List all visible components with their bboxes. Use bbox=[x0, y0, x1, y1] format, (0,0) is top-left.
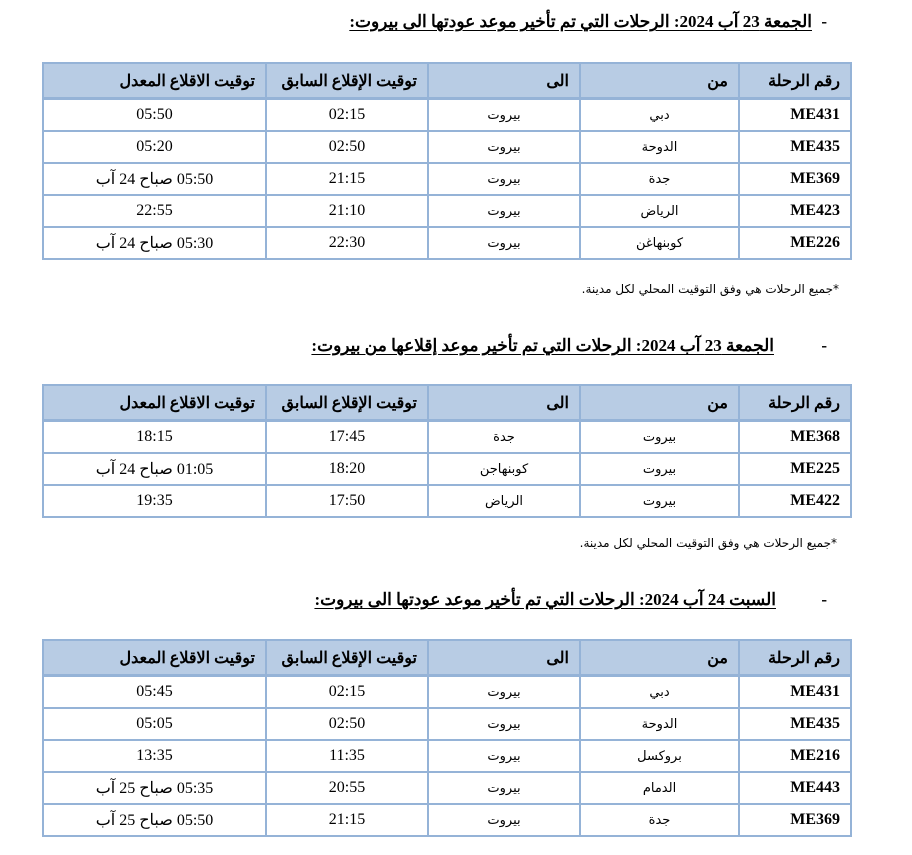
new-departure-cell: 22:55 bbox=[43, 195, 266, 227]
previous-departure-cell: 21:10 bbox=[266, 195, 428, 227]
origin-cell bbox=[580, 195, 739, 227]
previous-departure-cell: 02:15 bbox=[266, 676, 428, 709]
destination-cell bbox=[428, 708, 580, 740]
table-row bbox=[43, 227, 851, 259]
destination-cell-text: بيروت bbox=[487, 685, 521, 700]
new-departure-cell: 05:35 صباح 25 آب bbox=[43, 772, 266, 804]
col-to: الى bbox=[428, 385, 580, 421]
flight-number-cell: ME435 bbox=[739, 708, 851, 740]
destination-cell bbox=[428, 99, 580, 132]
destination-cell bbox=[428, 804, 580, 836]
previous-departure-cell: 18:20 bbox=[266, 453, 428, 485]
destination-cell-text: بيروت bbox=[487, 781, 521, 796]
destination-cell-text: جدة bbox=[493, 430, 515, 445]
table-row bbox=[43, 131, 851, 163]
destination-cell bbox=[428, 163, 580, 195]
col-flight-number: رقم الرحلة bbox=[739, 63, 851, 99]
new-departure-cell: 13:35 bbox=[43, 740, 266, 772]
bullet-dash: - bbox=[821, 590, 827, 609]
new-departure-cell: 05:45 bbox=[43, 676, 266, 709]
destination-cell bbox=[428, 772, 580, 804]
origin-cell-text: بيروت bbox=[642, 430, 677, 445]
origin-cell-text: الدوحة bbox=[641, 140, 678, 155]
new-departure-cell: 18:15 bbox=[43, 421, 266, 454]
new-departure-cell: 05:50 صباح 25 آب bbox=[43, 804, 266, 836]
destination-cell-text: بيروت bbox=[487, 204, 521, 219]
previous-departure-cell: 17:45 bbox=[266, 421, 428, 454]
section-heading: الجمعة 23 آب 2024: الرحلات التي تم تأخير موعد إقلاعها من بيروت: bbox=[311, 336, 774, 355]
col-new-departure: توقيت الاقلاع المعدل bbox=[43, 385, 266, 421]
col-previous-departure: توقيت الإقلاع السابق bbox=[266, 63, 428, 99]
col-from: من bbox=[580, 385, 739, 421]
destination-cell-text: بيروت bbox=[487, 140, 521, 155]
origin-cell bbox=[580, 227, 739, 259]
new-departure-cell: 05:50 bbox=[43, 99, 266, 132]
table-row bbox=[43, 163, 851, 195]
origin-cell bbox=[580, 676, 739, 709]
section-heading: السبت 24 آب 2024: الرحلات التي تم تأخير موعد عودتها الى بيروت: bbox=[314, 590, 776, 609]
col-to: الى bbox=[428, 640, 580, 676]
previous-departure-cell: 20:55 bbox=[266, 772, 428, 804]
destination-cell-text: بيروت bbox=[487, 749, 521, 764]
origin-cell-text: جدة bbox=[648, 172, 671, 187]
destination-cell-text: بيروت bbox=[487, 813, 521, 828]
flight-number-cell: ME368 bbox=[739, 421, 851, 454]
flight-number-cell: ME423 bbox=[739, 195, 851, 227]
destination-cell bbox=[428, 453, 580, 485]
table-row bbox=[43, 195, 851, 227]
origin-cell-text: الدمام bbox=[642, 781, 677, 796]
flights-table bbox=[42, 62, 852, 260]
col-to: الى bbox=[428, 63, 580, 99]
table-row bbox=[43, 708, 851, 740]
col-flight-number: رقم الرحلة bbox=[739, 640, 851, 676]
flight-number-cell: ME225 bbox=[739, 453, 851, 485]
flight-number-cell: ME369 bbox=[739, 804, 851, 836]
col-previous-departure: توقيت الإقلاع السابق bbox=[266, 385, 428, 421]
destination-cell bbox=[428, 676, 580, 709]
origin-cell bbox=[580, 163, 739, 195]
previous-departure-cell: 17:50 bbox=[266, 485, 428, 517]
destination-cell bbox=[428, 131, 580, 163]
origin-cell bbox=[580, 421, 739, 454]
previous-departure-cell: 21:15 bbox=[266, 804, 428, 836]
flights-table bbox=[42, 384, 852, 518]
col-previous-departure: توقيت الإقلاع السابق bbox=[266, 640, 428, 676]
bullet-dash: - bbox=[821, 12, 827, 31]
previous-departure-cell: 22:30 bbox=[266, 227, 428, 259]
table-row bbox=[43, 804, 851, 836]
flight-number-cell: ME226 bbox=[739, 227, 851, 259]
destination-cell bbox=[428, 740, 580, 772]
table-row bbox=[43, 99, 851, 132]
new-departure-cell: 01:05 صباح 24 آب bbox=[43, 453, 266, 485]
destination-cell bbox=[428, 421, 580, 454]
previous-departure-cell: 02:15 bbox=[266, 99, 428, 132]
origin-cell bbox=[580, 485, 739, 517]
bullet-dash: - bbox=[821, 336, 827, 355]
destination-cell-text: بيروت bbox=[487, 172, 521, 187]
new-departure-cell: 19:35 bbox=[43, 485, 266, 517]
table-header-row bbox=[43, 640, 851, 676]
origin-cell bbox=[580, 99, 739, 132]
origin-cell-text: بروكسل bbox=[637, 749, 682, 764]
col-from: من bbox=[580, 640, 739, 676]
col-flight-number: رقم الرحلة bbox=[739, 385, 851, 421]
table-header-row bbox=[43, 63, 851, 99]
origin-cell-text: جدة bbox=[648, 813, 671, 828]
table-row bbox=[43, 676, 851, 709]
flight-number-cell: ME216 bbox=[739, 740, 851, 772]
origin-cell-text: دبي bbox=[649, 685, 670, 700]
previous-departure-cell: 11:35 bbox=[266, 740, 428, 772]
flight-number-cell: ME369 bbox=[739, 163, 851, 195]
table-row bbox=[43, 453, 851, 485]
col-new-departure: توقيت الاقلاع المعدل bbox=[43, 640, 266, 676]
origin-cell bbox=[580, 453, 739, 485]
destination-cell-text: بيروت bbox=[487, 717, 521, 732]
origin-cell bbox=[580, 708, 739, 740]
previous-departure-cell: 21:15 bbox=[266, 163, 428, 195]
destination-cell-text: بيروت bbox=[487, 108, 521, 123]
origin-cell-text: الدوحة bbox=[641, 717, 678, 732]
timezone-note: *جميع الرحلات هي وفق التوقيت المحلي لكل مدينة. bbox=[579, 536, 837, 550]
timezone-note: *جميع الرحلات هي وفق التوقيت المحلي لكل مدينة. bbox=[581, 282, 839, 296]
origin-cell bbox=[580, 131, 739, 163]
table-header-row bbox=[43, 385, 851, 421]
destination-cell-text: كوبنهاجن bbox=[479, 462, 529, 477]
col-new-departure: توقيت الاقلاع المعدل bbox=[43, 63, 266, 99]
flights-table bbox=[42, 639, 852, 837]
table-row bbox=[43, 485, 851, 517]
destination-cell-text: بيروت bbox=[487, 236, 521, 251]
new-departure-cell: 05:05 bbox=[43, 708, 266, 740]
previous-departure-cell: 02:50 bbox=[266, 708, 428, 740]
origin-cell bbox=[580, 772, 739, 804]
destination-cell bbox=[428, 227, 580, 259]
origin-cell-text: بيروت bbox=[642, 462, 677, 477]
origin-cell-text: كوبنهاغن bbox=[635, 236, 684, 251]
flight-number-cell: ME422 bbox=[739, 485, 851, 517]
new-departure-cell: 05:20 bbox=[43, 131, 266, 163]
origin-cell bbox=[580, 740, 739, 772]
flight-number-cell: ME435 bbox=[739, 131, 851, 163]
flight-number-cell: ME443 bbox=[739, 772, 851, 804]
flight-number-cell: ME431 bbox=[739, 676, 851, 709]
origin-cell-text: دبي bbox=[649, 108, 670, 123]
new-departure-cell: 05:30 صباح 24 آب bbox=[43, 227, 266, 259]
origin-cell bbox=[580, 804, 739, 836]
destination-cell bbox=[428, 195, 580, 227]
destination-cell-text: الرياض bbox=[484, 494, 524, 509]
table-row bbox=[43, 421, 851, 454]
section-heading: الجمعة 23 آب 2024: الرحلات التي تم تأخير موعد عودتها الى بيروت: bbox=[349, 12, 812, 31]
origin-cell-text: الرياض bbox=[640, 204, 679, 219]
table-row bbox=[43, 772, 851, 804]
destination-cell bbox=[428, 485, 580, 517]
table-row bbox=[43, 740, 851, 772]
new-departure-cell: 05:50 صباح 24 آب bbox=[43, 163, 266, 195]
previous-departure-cell: 02:50 bbox=[266, 131, 428, 163]
origin-cell-text: بيروت bbox=[642, 494, 677, 509]
col-from: من bbox=[580, 63, 739, 99]
flight-number-cell: ME431 bbox=[739, 99, 851, 132]
